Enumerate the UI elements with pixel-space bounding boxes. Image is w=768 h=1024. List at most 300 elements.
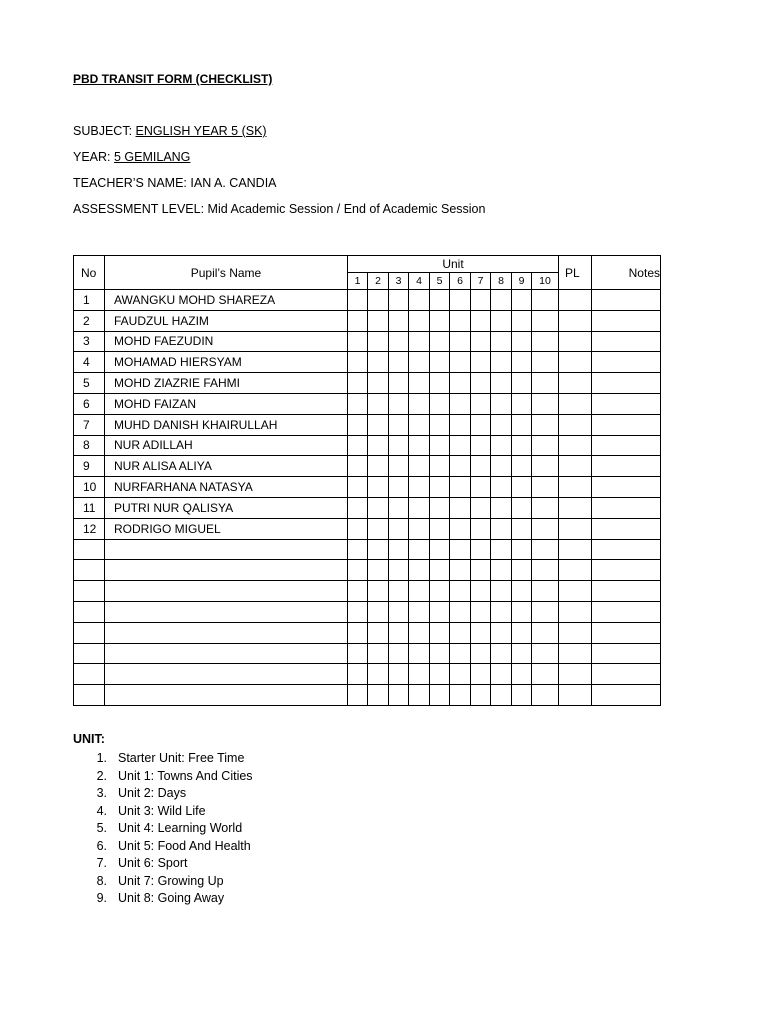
unit-check-cell[interactable]	[450, 290, 471, 311]
unit-list-number: 2.	[96, 768, 107, 783]
unit-check-cell[interactable]	[348, 331, 368, 352]
pupil-name	[105, 643, 348, 664]
unit-check-cell[interactable]	[348, 290, 368, 311]
unit-check-cell[interactable]	[409, 435, 430, 456]
unit-check-cell[interactable]	[409, 622, 430, 643]
table-row	[74, 581, 661, 602]
unit-check-cell[interactable]	[430, 643, 450, 664]
unit-check-cell[interactable]	[348, 685, 368, 706]
unit-check-cell[interactable]	[491, 456, 512, 477]
unit-check-cell[interactable]	[348, 373, 368, 394]
subject-value: ENGLISH YEAR 5 (SK)	[135, 124, 267, 138]
notes-cell[interactable]	[592, 539, 661, 560]
pl-cell[interactable]	[559, 685, 592, 706]
unit-check-cell[interactable]	[348, 497, 368, 518]
pupil-number: 3	[74, 331, 105, 352]
unit-check-cell[interactable]	[430, 539, 450, 560]
unit-check-cell[interactable]	[430, 685, 450, 706]
unit-check-cell[interactable]	[491, 393, 512, 414]
unit-check-cell[interactable]	[491, 622, 512, 643]
unit-number-header: 7	[471, 273, 491, 290]
unit-check-cell[interactable]	[471, 414, 491, 435]
unit-check-cell[interactable]	[409, 373, 430, 394]
pl-cell[interactable]	[559, 414, 592, 435]
unit-check-cell[interactable]	[348, 477, 368, 498]
unit-check-cell[interactable]	[409, 352, 430, 373]
unit-check-cell[interactable]	[368, 664, 389, 685]
unit-list-number: 7.	[96, 856, 107, 870]
unit-check-cell[interactable]	[491, 643, 512, 664]
unit-check-cell[interactable]	[409, 643, 430, 664]
unit-check-cell[interactable]	[450, 643, 471, 664]
pl-cell[interactable]	[559, 373, 592, 394]
unit-check-cell[interactable]	[471, 310, 491, 331]
unit-check-cell[interactable]	[532, 352, 559, 373]
unit-number-header: 3	[389, 273, 409, 290]
notes-cell[interactable]	[592, 373, 661, 394]
unit-check-cell[interactable]	[409, 581, 430, 602]
table-row	[74, 352, 661, 373]
unit-check-cell[interactable]	[512, 435, 532, 456]
unit-check-cell[interactable]	[430, 581, 450, 602]
unit-check-cell[interactable]	[532, 456, 559, 477]
unit-check-cell[interactable]	[532, 685, 559, 706]
unit-check-cell[interactable]	[409, 601, 430, 622]
notes-cell[interactable]	[592, 435, 661, 456]
unit-check-cell[interactable]	[471, 560, 491, 581]
pl-cell[interactable]	[559, 664, 592, 685]
unit-check-cell[interactable]	[389, 497, 409, 518]
unit-check-cell[interactable]	[430, 373, 450, 394]
notes-cell[interactable]	[592, 290, 661, 311]
unit-check-cell[interactable]	[389, 601, 409, 622]
unit-check-cell[interactable]	[368, 477, 389, 498]
unit-list-item	[73, 768, 253, 786]
unit-check-cell[interactable]	[471, 331, 491, 352]
unit-check-cell[interactable]	[450, 435, 471, 456]
unit-check-cell[interactable]	[348, 601, 368, 622]
unit-check-cell[interactable]	[368, 393, 389, 414]
pupil-name	[105, 622, 348, 643]
unit-check-cell[interactable]	[471, 664, 491, 685]
unit-list-label: Unit 8: Going Away	[118, 891, 225, 905]
unit-check-cell[interactable]	[512, 685, 532, 706]
unit-check-cell[interactable]	[491, 352, 512, 373]
unit-check-cell[interactable]	[409, 664, 430, 685]
unit-check-cell[interactable]	[471, 456, 491, 477]
unit-check-cell[interactable]	[389, 581, 409, 602]
unit-check-cell[interactable]	[389, 622, 409, 643]
unit-check-cell[interactable]	[368, 601, 389, 622]
unit-check-cell[interactable]	[430, 601, 450, 622]
unit-check-cell[interactable]	[368, 539, 389, 560]
unit-check-cell[interactable]	[430, 664, 450, 685]
unit-list-label: Unit 2: Days	[118, 786, 187, 800]
unit-check-cell[interactable]	[368, 456, 389, 477]
unit-check-cell[interactable]	[471, 601, 491, 622]
unit-check-cell[interactable]	[450, 477, 471, 498]
notes-cell[interactable]	[592, 601, 661, 622]
unit-check-cell[interactable]	[389, 373, 409, 394]
pupil-name: MOHD ZIAZRIE FAHMI	[105, 373, 348, 394]
unit-list-number: 4.	[96, 803, 107, 818]
unit-check-cell[interactable]	[532, 435, 559, 456]
unit-check-cell[interactable]	[389, 393, 409, 414]
pl-cell[interactable]	[559, 643, 592, 664]
unit-check-cell[interactable]	[389, 310, 409, 331]
unit-check-cell[interactable]	[389, 456, 409, 477]
unit-check-cell[interactable]	[348, 414, 368, 435]
unit-check-cell[interactable]	[368, 435, 389, 456]
unit-check-cell[interactable]	[430, 622, 450, 643]
pupil-number	[74, 622, 105, 643]
unit-check-cell[interactable]	[348, 456, 368, 477]
unit-check-cell[interactable]	[348, 435, 368, 456]
unit-check-cell[interactable]	[491, 477, 512, 498]
unit-check-cell[interactable]	[389, 435, 409, 456]
unit-check-cell[interactable]	[532, 290, 559, 311]
unit-check-cell[interactable]	[348, 581, 368, 602]
pl-cell[interactable]	[559, 290, 592, 311]
unit-check-cell[interactable]	[532, 518, 559, 539]
unit-check-cell[interactable]	[532, 310, 559, 331]
unit-check-cell[interactable]	[450, 414, 471, 435]
unit-check-cell[interactable]	[512, 581, 532, 602]
unit-check-cell[interactable]	[409, 685, 430, 706]
unit-check-cell[interactable]	[512, 331, 532, 352]
year-label: YEAR:	[73, 150, 114, 164]
unit-check-cell[interactable]	[409, 539, 430, 560]
unit-check-cell[interactable]	[471, 643, 491, 664]
unit-check-cell[interactable]	[430, 456, 450, 477]
unit-check-cell[interactable]	[532, 539, 559, 560]
pupil-number	[74, 581, 105, 602]
unit-list-label: Starter Unit: Free Time	[118, 751, 245, 765]
unit-list-number: 8.	[96, 873, 107, 888]
unit-check-cell[interactable]	[532, 497, 559, 518]
unit-list	[73, 750, 253, 908]
unit-check-cell[interactable]	[430, 414, 450, 435]
pl-cell[interactable]	[559, 518, 592, 539]
pl-cell[interactable]	[559, 601, 592, 622]
unit-check-cell[interactable]	[389, 290, 409, 311]
unit-check-cell[interactable]	[491, 664, 512, 685]
unit-check-cell[interactable]	[389, 518, 409, 539]
notes-cell[interactable]	[592, 414, 661, 435]
unit-check-cell[interactable]	[450, 664, 471, 685]
table-body	[74, 290, 661, 706]
unit-check-cell[interactable]	[348, 393, 368, 414]
unit-check-cell[interactable]	[430, 331, 450, 352]
unit-check-cell[interactable]	[471, 685, 491, 706]
pl-cell[interactable]	[559, 331, 592, 352]
pl-cell[interactable]	[559, 581, 592, 602]
notes-cell[interactable]	[592, 331, 661, 352]
notes-cell[interactable]	[592, 518, 661, 539]
unit-check-cell[interactable]	[512, 539, 532, 560]
unit-check-cell[interactable]	[368, 685, 389, 706]
unit-check-cell[interactable]	[409, 518, 430, 539]
unit-check-cell[interactable]	[491, 581, 512, 602]
unit-check-cell[interactable]	[450, 560, 471, 581]
unit-check-cell[interactable]	[368, 497, 389, 518]
notes-cell[interactable]	[592, 581, 661, 602]
unit-check-cell[interactable]	[368, 331, 389, 352]
unit-check-cell[interactable]	[368, 622, 389, 643]
unit-check-cell[interactable]	[471, 477, 491, 498]
unit-check-cell[interactable]	[512, 393, 532, 414]
header-unit: Unit	[348, 256, 559, 273]
notes-cell[interactable]	[592, 497, 661, 518]
unit-check-cell[interactable]	[409, 456, 430, 477]
unit-check-cell[interactable]	[368, 518, 389, 539]
unit-check-cell[interactable]	[512, 310, 532, 331]
subject-line	[73, 124, 267, 138]
unit-check-cell[interactable]	[532, 414, 559, 435]
table-row	[74, 685, 661, 706]
unit-check-cell[interactable]	[512, 601, 532, 622]
unit-check-cell[interactable]	[532, 581, 559, 602]
unit-check-cell[interactable]	[368, 373, 389, 394]
table-row	[74, 393, 661, 414]
unit-check-cell[interactable]	[409, 290, 430, 311]
unit-check-cell[interactable]	[450, 331, 471, 352]
unit-check-cell[interactable]	[348, 539, 368, 560]
unit-check-cell[interactable]	[389, 539, 409, 560]
pl-cell[interactable]	[559, 352, 592, 373]
pl-cell[interactable]	[559, 477, 592, 498]
subject-label: SUBJECT:	[73, 124, 136, 138]
unit-check-cell[interactable]	[532, 331, 559, 352]
notes-cell[interactable]	[592, 477, 661, 498]
unit-check-cell[interactable]	[450, 373, 471, 394]
unit-check-cell[interactable]	[491, 435, 512, 456]
unit-check-cell[interactable]	[512, 664, 532, 685]
unit-check-cell[interactable]	[450, 601, 471, 622]
unit-check-cell[interactable]	[532, 643, 559, 664]
unit-check-cell[interactable]	[409, 560, 430, 581]
unit-check-cell[interactable]	[471, 622, 491, 643]
unit-number-header: 6	[450, 273, 471, 290]
pupil-name	[105, 601, 348, 622]
unit-check-cell[interactable]	[368, 352, 389, 373]
table-row	[74, 622, 661, 643]
unit-check-cell[interactable]	[409, 310, 430, 331]
unit-check-cell[interactable]	[491, 414, 512, 435]
pupil-name	[105, 560, 348, 581]
unit-check-cell[interactable]	[430, 518, 450, 539]
pl-cell[interactable]	[559, 539, 592, 560]
unit-check-cell[interactable]	[450, 497, 471, 518]
unit-check-cell[interactable]	[491, 685, 512, 706]
pl-cell[interactable]	[559, 310, 592, 331]
unit-check-cell[interactable]	[512, 643, 532, 664]
unit-check-cell[interactable]	[471, 539, 491, 560]
assessment-value: Mid Academic Session / End of Academic Session	[207, 202, 486, 216]
unit-check-cell[interactable]	[450, 518, 471, 539]
table-row	[74, 601, 661, 622]
table-row	[74, 518, 661, 539]
notes-cell[interactable]	[592, 456, 661, 477]
pl-cell[interactable]	[559, 456, 592, 477]
notes-cell[interactable]	[592, 310, 661, 331]
unit-check-cell[interactable]	[430, 477, 450, 498]
unit-check-cell[interactable]	[491, 331, 512, 352]
unit-check-cell[interactable]	[348, 664, 368, 685]
unit-check-cell[interactable]	[491, 290, 512, 311]
unit-check-cell[interactable]	[348, 560, 368, 581]
notes-cell[interactable]	[592, 393, 661, 414]
table-row	[74, 497, 661, 518]
unit-check-cell[interactable]	[368, 560, 389, 581]
unit-check-cell[interactable]	[389, 331, 409, 352]
notes-cell[interactable]	[592, 643, 661, 664]
pupil-name: MOHD FAIZAN	[105, 393, 348, 414]
pupil-number: 7	[74, 414, 105, 435]
unit-check-cell[interactable]	[450, 352, 471, 373]
notes-cell[interactable]	[592, 622, 661, 643]
unit-check-cell[interactable]	[348, 518, 368, 539]
unit-check-cell[interactable]	[491, 310, 512, 331]
pl-cell[interactable]	[559, 435, 592, 456]
unit-check-cell[interactable]	[532, 601, 559, 622]
unit-check-cell[interactable]	[430, 290, 450, 311]
unit-list-item	[73, 838, 253, 856]
unit-check-cell[interactable]	[430, 560, 450, 581]
unit-check-cell[interactable]	[409, 331, 430, 352]
unit-check-cell[interactable]	[389, 414, 409, 435]
unit-check-cell[interactable]	[389, 685, 409, 706]
unit-check-cell[interactable]	[389, 352, 409, 373]
unit-check-cell[interactable]	[389, 560, 409, 581]
unit-check-cell[interactable]	[409, 477, 430, 498]
checklist-table	[73, 255, 661, 706]
unit-check-cell[interactable]	[532, 477, 559, 498]
unit-check-cell[interactable]	[430, 435, 450, 456]
unit-check-cell[interactable]	[368, 414, 389, 435]
unit-list-number: 3.	[96, 786, 107, 800]
table-row	[74, 539, 661, 560]
pupil-number: 4	[74, 352, 105, 373]
unit-check-cell[interactable]	[368, 310, 389, 331]
unit-check-cell[interactable]	[532, 373, 559, 394]
unit-check-cell[interactable]	[532, 622, 559, 643]
unit-check-cell[interactable]	[348, 643, 368, 664]
unit-check-cell[interactable]	[471, 393, 491, 414]
unit-check-cell[interactable]	[512, 497, 532, 518]
unit-check-cell[interactable]	[430, 310, 450, 331]
unit-list-item	[73, 750, 253, 768]
unit-check-cell[interactable]	[491, 518, 512, 539]
unit-check-cell[interactable]	[512, 456, 532, 477]
unit-check-cell[interactable]	[471, 497, 491, 518]
unit-check-cell[interactable]	[450, 393, 471, 414]
pl-cell[interactable]	[559, 393, 592, 414]
pupil-number	[74, 601, 105, 622]
pupil-number: 9	[74, 456, 105, 477]
unit-check-cell[interactable]	[389, 477, 409, 498]
unit-check-cell[interactable]	[409, 497, 430, 518]
unit-check-cell[interactable]	[368, 290, 389, 311]
notes-cell[interactable]	[592, 560, 661, 581]
unit-check-cell[interactable]	[471, 290, 491, 311]
unit-check-cell[interactable]	[491, 539, 512, 560]
unit-list-number: 6.	[96, 838, 107, 853]
unit-list-heading: UNIT:	[73, 732, 105, 746]
table-row	[74, 664, 661, 685]
notes-cell[interactable]	[592, 352, 661, 373]
unit-check-cell[interactable]	[512, 518, 532, 539]
table-row	[74, 373, 661, 394]
unit-check-cell[interactable]	[491, 497, 512, 518]
unit-check-cell[interactable]	[532, 664, 559, 685]
form-title: PBD TRANSIT FORM (CHECKLIST)	[73, 72, 273, 86]
unit-check-cell[interactable]	[450, 456, 471, 477]
unit-check-cell[interactable]	[512, 477, 532, 498]
unit-check-cell[interactable]	[471, 518, 491, 539]
unit-check-cell[interactable]	[348, 310, 368, 331]
unit-check-cell[interactable]	[512, 352, 532, 373]
unit-check-cell[interactable]	[450, 581, 471, 602]
pupil-number: 6	[74, 393, 105, 414]
pupil-name: RODRIGO MIGUEL	[105, 518, 348, 539]
unit-check-cell[interactable]	[430, 393, 450, 414]
unit-check-cell[interactable]	[512, 414, 532, 435]
notes-cell[interactable]	[592, 685, 661, 706]
pupil-name: NUR ALISA ALIYA	[105, 456, 348, 477]
pl-cell[interactable]	[559, 497, 592, 518]
unit-check-cell[interactable]	[430, 497, 450, 518]
unit-check-cell[interactable]	[450, 539, 471, 560]
unit-check-cell[interactable]	[348, 352, 368, 373]
unit-check-cell[interactable]	[512, 290, 532, 311]
unit-check-cell[interactable]	[409, 414, 430, 435]
unit-check-cell[interactable]	[450, 685, 471, 706]
unit-check-cell[interactable]	[471, 373, 491, 394]
assessment-line	[73, 202, 485, 216]
pupil-number	[74, 539, 105, 560]
pupil-number: 2	[74, 310, 105, 331]
unit-check-cell[interactable]	[450, 310, 471, 331]
unit-check-cell[interactable]	[368, 643, 389, 664]
unit-check-cell[interactable]	[491, 560, 512, 581]
unit-check-cell[interactable]	[532, 560, 559, 581]
unit-check-cell[interactable]	[471, 352, 491, 373]
unit-check-cell[interactable]	[450, 622, 471, 643]
unit-check-cell[interactable]	[512, 373, 532, 394]
unit-check-cell[interactable]	[471, 581, 491, 602]
unit-number-header: 10	[532, 273, 559, 290]
unit-check-cell[interactable]	[368, 581, 389, 602]
unit-check-cell[interactable]	[491, 373, 512, 394]
unit-check-cell[interactable]	[512, 622, 532, 643]
unit-check-cell[interactable]	[491, 601, 512, 622]
unit-check-cell[interactable]	[532, 393, 559, 414]
unit-check-cell[interactable]	[389, 643, 409, 664]
unit-check-cell[interactable]	[471, 435, 491, 456]
pupil-number: 11	[74, 497, 105, 518]
unit-check-cell[interactable]	[409, 393, 430, 414]
pl-cell[interactable]	[559, 622, 592, 643]
unit-check-cell[interactable]	[348, 622, 368, 643]
unit-check-cell[interactable]	[512, 560, 532, 581]
unit-list-item	[73, 785, 253, 803]
unit-list-label: Unit 5: Food And Health	[118, 838, 251, 853]
unit-check-cell[interactable]	[389, 664, 409, 685]
pl-cell[interactable]	[559, 560, 592, 581]
notes-cell[interactable]	[592, 664, 661, 685]
unit-check-cell[interactable]	[430, 352, 450, 373]
